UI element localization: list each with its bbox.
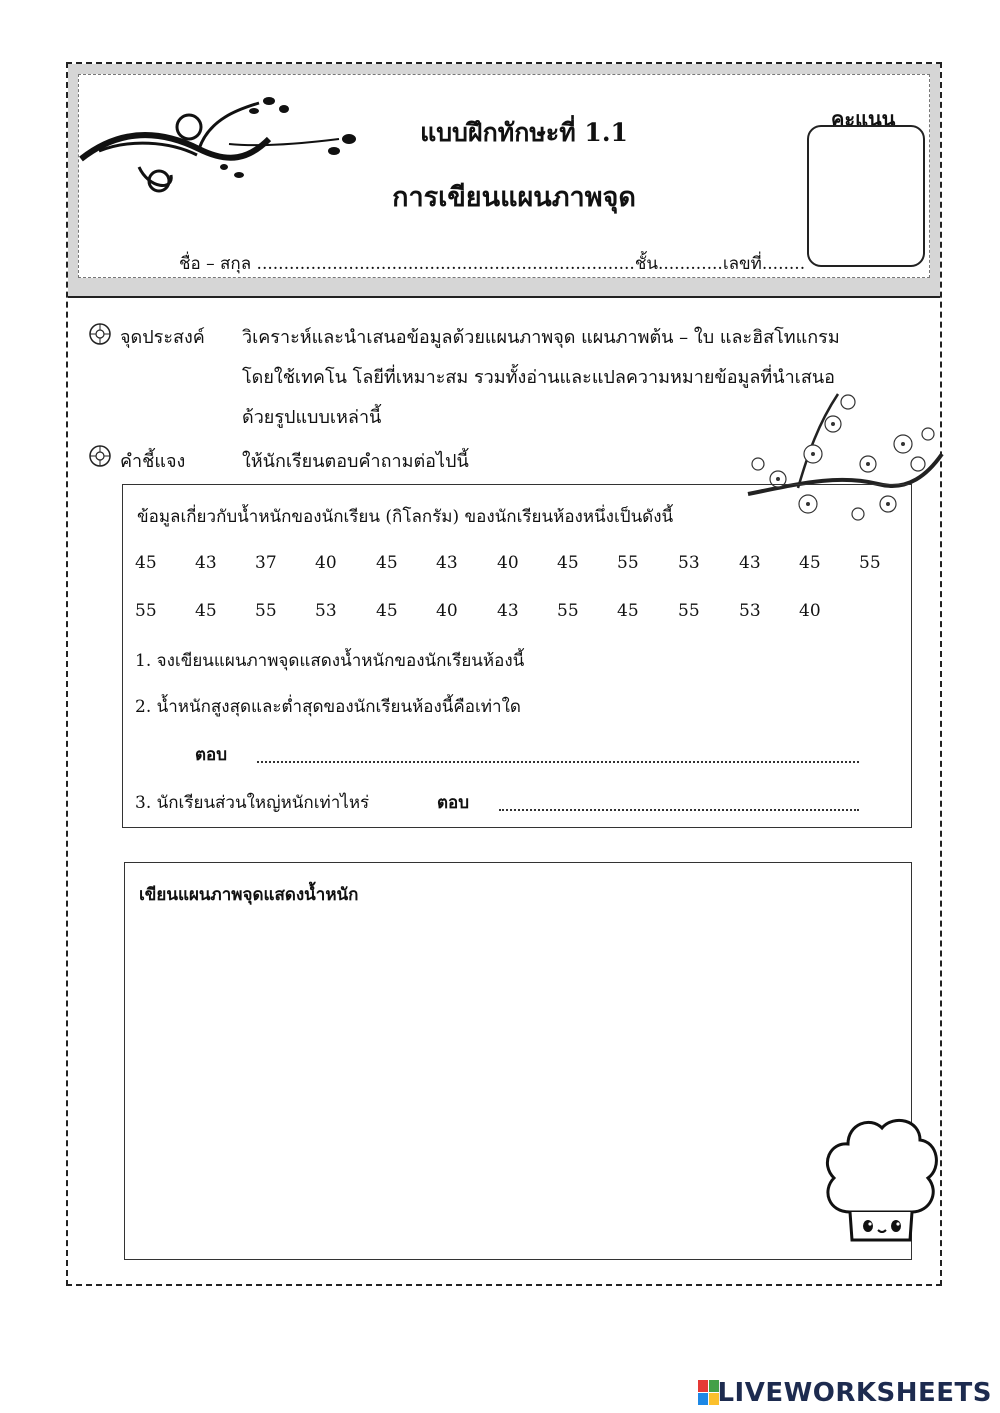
data-value: 45 xyxy=(557,553,579,573)
objective-line-2: โดยใช้เทคโน โลยีที่เหมาะสม รวมทั้งอ่านและแปลความหมายข้อมูลที่นำเสนอ xyxy=(242,367,835,388)
data-value: 45 xyxy=(376,553,398,573)
data-value: 40 xyxy=(315,553,337,573)
data-value: 43 xyxy=(739,553,761,573)
data-value: 40 xyxy=(436,601,458,621)
liveworksheets-brand[interactable]: LIVEWORKSHEETS xyxy=(717,1378,992,1408)
score-label: คะแนน xyxy=(831,107,896,131)
objective-line-1: วิเคราะห์และนำเสนอข้อมูลด้วยแผนภาพจุด แผนภาพต้น – ใบ และฮิสโทแกรม xyxy=(242,327,840,348)
data-value: 45 xyxy=(376,601,398,621)
data-value: 45 xyxy=(135,553,157,573)
drawing-area-heading: เขียนแผนภาพจุดแสดงน้ำหนัก xyxy=(139,885,359,905)
objective-line-3: ด้วยรูปแบบเหล่านี้ xyxy=(242,407,382,428)
flower-bullet-icon xyxy=(88,322,112,346)
data-value: 53 xyxy=(315,601,337,621)
flower-bullet-icon xyxy=(88,444,112,468)
data-value: 55 xyxy=(255,601,277,621)
data-value: 55 xyxy=(678,601,700,621)
data-value: 43 xyxy=(497,601,519,621)
worksheet-title: แบบฝึกทักษะที่ 1.1 xyxy=(420,118,628,147)
question-box xyxy=(122,484,912,828)
data-value: 43 xyxy=(436,553,458,573)
data-value: 53 xyxy=(678,553,700,573)
instruction-label: คำชี้แจง xyxy=(120,451,186,472)
cloud-mascot-icon xyxy=(820,1112,940,1244)
data-value: 55 xyxy=(135,601,157,621)
data-value: 55 xyxy=(617,553,639,573)
data-value: 45 xyxy=(799,553,821,573)
worksheet-frame xyxy=(66,62,942,1286)
question-1: 1. จงเขียนแผนภาพจุดแสดงน้ำหนักของนักเรียนห้องนี้ xyxy=(135,651,525,671)
header-band xyxy=(68,64,940,298)
score-box[interactable] xyxy=(807,125,925,267)
worksheet-subtitle: การเขียนแผนภาพจุด xyxy=(392,182,636,213)
question-2: 2. น้ำหนักสูงสุดและต่ำสุดของนักเรียนห้องนี้คือเท่าใด xyxy=(135,697,521,717)
data-value: 55 xyxy=(859,553,881,573)
data-value: 43 xyxy=(195,553,217,573)
name-class-number-line: ชื่อ – สกุล ......................................................................ชั้น............เลขที่........ xyxy=(179,254,806,274)
answer-3-field[interactable] xyxy=(499,809,859,811)
dot-plot-drawing-area[interactable] xyxy=(124,862,912,1260)
data-value: 55 xyxy=(557,601,579,621)
instruction-text: ให้นักเรียนตอบคำถามต่อไปนี้ xyxy=(242,451,469,472)
header-panel xyxy=(78,74,930,278)
answer-label: ตอบ xyxy=(195,745,228,765)
answer-2-field[interactable] xyxy=(257,761,859,763)
data-intro-text: ข้อมูลเกี่ยวกับน้ำหนักของนักเรียน (กิโลกรัม) ของนักเรียนห้องหนึ่งเป็นดังนี้ xyxy=(137,507,674,527)
data-value: 40 xyxy=(497,553,519,573)
objective-label: จุดประสงค์ xyxy=(120,327,205,348)
data-value: 37 xyxy=(255,553,277,573)
data-value: 45 xyxy=(195,601,217,621)
data-value: 53 xyxy=(739,601,761,621)
data-value: 40 xyxy=(799,601,821,621)
question-3: 3. นักเรียนส่วนใหญ่หนักเท่าไหร่ xyxy=(135,793,370,813)
answer-label: ตอบ xyxy=(437,793,470,813)
data-value: 45 xyxy=(617,601,639,621)
